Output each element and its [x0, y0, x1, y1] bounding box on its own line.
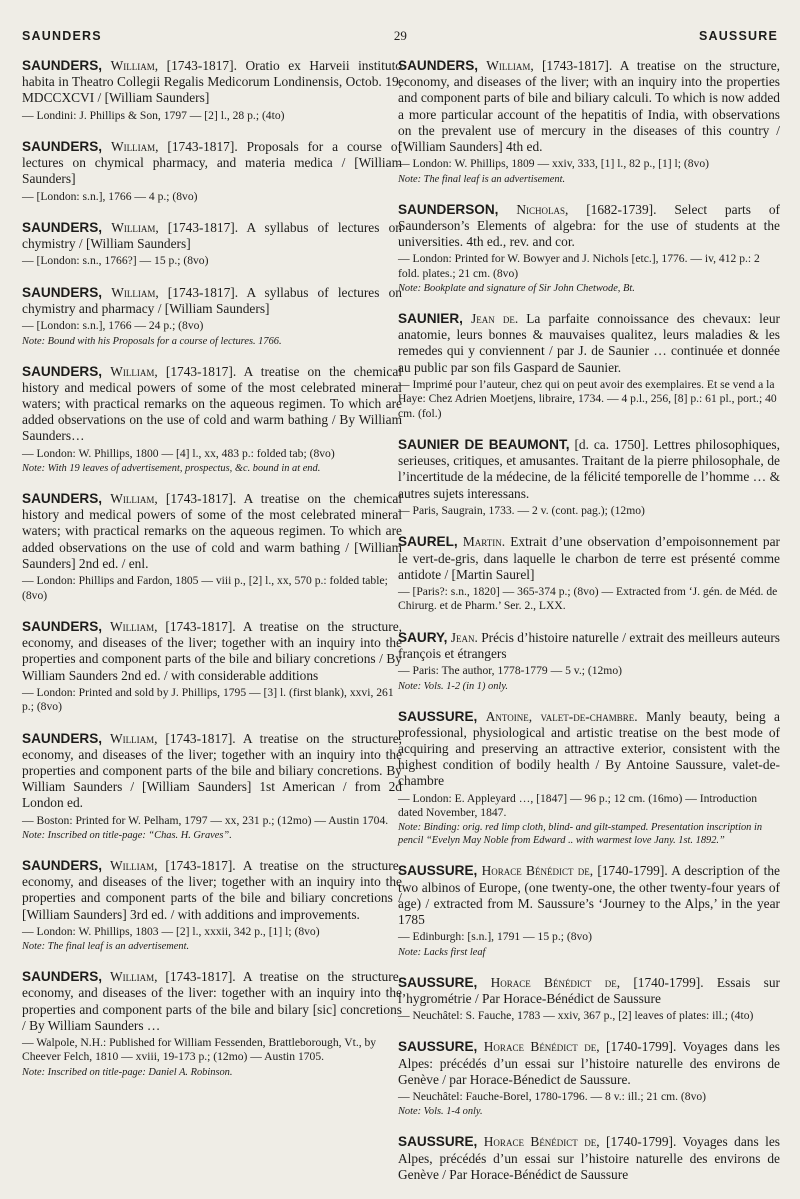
entry-forename: Jean.: [450, 629, 478, 645]
entry-heading: [398, 202, 780, 251]
entry-imprint: — London: W. Phillips, 1800 — [4] l., xx, 483 p.: folded tab; (8vo): [22, 446, 335, 460]
entry-dates: [1743-1817].: [167, 284, 239, 300]
entry-heading: [398, 58, 780, 155]
entry-surname: SAUNIER DE BEAUMONT,: [398, 437, 570, 453]
entry-imprint: — [London: s.n.], 1766 — 4 p.; (8vo): [22, 189, 198, 203]
entry-title: Voyages dans les Alpes, précédés d’un essai sur l’histoire naturelle des environs de Genève / Par Horace-Bénédict de Saussure: [398, 1134, 780, 1182]
entry-heading: [22, 491, 402, 572]
right-column: [398, 58, 780, 1199]
entry-imprint: — Edinburgh: [s.n.], 1791 — 15 p.; (8vo): [398, 930, 592, 944]
entry-imprint: — London: W. Phillips, 1803 — [2] l., xxxii, 342 p., [1] l; (8vo): [22, 924, 320, 938]
entry-forename: Horace Bénédict de,: [483, 1039, 600, 1055]
entry-note: Note: Binding: orig. red limp cloth, blind- and gilt-stamped. Presentation inscription in pencil “Evelyn May Noble from Edward .. with warmest love Jany. 1st. 1892.”: [398, 822, 763, 847]
entry-title: Lettres philosophiques, serieuses, critiques, et amusantes. Traitant de la pierre philosophale, de l’incertitude de la médecine, de la félicité temporelle de l’homme … & autres sujets interessans.: [398, 437, 780, 501]
entry-title: Extrait d’une observation d’empoisonnement par le vert-de-gris, dans laquelle le charbon de terre est présenté comme antidote / [Martin Saurel]: [398, 534, 781, 582]
entry-imprint: — Imprimé pour l’auteur, chez qui on peut avoir des exemplaires. Et se vend a la Haye: Chez Adrien Moetjens, libraire, 1734. — 4 p.l., 256, [8] p.: 61 pl., port.; 40 cm. (fol.): [398, 377, 777, 420]
entry-dates: [1743-1817].: [167, 139, 238, 155]
entry-dates: [1743-1817].: [165, 857, 236, 873]
entry-note: Note: The final leaf is an advertisement.: [22, 941, 190, 953]
entry-forename: Jean de.: [471, 311, 519, 327]
entry-forename: Horace Bénédict de,: [483, 1134, 600, 1150]
entry-heading: [22, 220, 402, 252]
entry-title: A syllabus of lectures on chymistry and pharmacy / [William Saunders]: [22, 284, 402, 317]
catalog-entry: [398, 58, 780, 186]
catalog-entry: [398, 975, 780, 1024]
entry-forename: William,: [109, 969, 158, 985]
entry-imprint: — [Paris?: s.n., 1820] — 365-374 p.; (8vo) — Extracted from ‘J. gén. de Méd. de Chirurg. et de Pharm.’ Ser. 2., LXX.: [398, 584, 778, 613]
entry-forename: Antoine, valet-de-chambre.: [485, 708, 638, 724]
catalog-entry: [22, 491, 402, 603]
entry-title: Essais sur l’hygrométrie / Par Horace-Bénédict de Saussure: [398, 974, 780, 1006]
entry-forename: William,: [486, 58, 534, 73]
entry-heading: [22, 285, 402, 317]
entry-dates: [1743-1817].: [165, 491, 237, 507]
entry-title: Proposals for a course of lectures on chymical pharmacy, and materia medica / [William Saunders]: [22, 139, 402, 187]
catalog-entry: [22, 858, 402, 953]
entry-forename: Martin.: [462, 534, 506, 550]
entry-surname: SAUNDERS,: [22, 363, 103, 379]
entry-surname: SAUSSURE,: [398, 974, 478, 990]
entry-surname: SAUNDERS,: [398, 58, 479, 73]
entry-imprint: — Neuchâtel: S. Fauche, 1783 — xxiv, 367 p., [2] leaves of plates: ill.; (4to): [398, 1008, 754, 1022]
entry-imprint: — Neuchâtel: Fauche-Borel, 1780-1796. — 8 v.: ill.; 21 cm. (8vo): [398, 1090, 707, 1103]
entry-forename: William,: [109, 618, 158, 634]
entry-surname: SAUNDERSON,: [398, 201, 499, 217]
entry-forename: Horace Bénédict de,: [490, 974, 621, 990]
entry-title: La parfaite connoissance des chevaux: leur anatomie, leurs bonnes & mauvaises qualitez, leurs maladies & les remedes qui y conviennent / par J. de Saunier … continuée et donnée au public par son fils Gaspard de Saunier.: [398, 311, 780, 375]
entry-heading: [398, 1039, 780, 1088]
entry-title: A treatise on the chemical history and medical powers of some of the most celebrated mineral waters; with practical remarks on the aqueous regimen. To which are added observations on the use of cold and warm bathing / [William Saunders] 2nd ed. / enl.: [22, 491, 402, 571]
entry-heading: [398, 709, 780, 790]
entry-heading: [398, 534, 780, 583]
entry-imprint: — Paris: The author, 1778-1779 — 5 v.; (12mo): [398, 664, 622, 678]
entry-imprint: — [London: s.n.], 1766 — 24 p.; (8vo): [22, 319, 204, 333]
entry-surname: SAUNIER,: [398, 311, 463, 327]
entry-title: A syllabus of lectures on chymistry / [William Saunders]: [22, 220, 402, 252]
entry-note: Note: Inscribed on title-page: Daniel A. Robinson.: [22, 1066, 233, 1078]
entry-surname: SAUNDERS,: [22, 618, 103, 634]
entry-title: A treatise on the structure, economy, and diseases of the liver; together with an inquiry into the properties and component parts of the bile and biliary concretions / By William Saunders 2nd ed. / with considerable additions: [22, 618, 402, 683]
entry-surname: SAUNDERS,: [22, 730, 103, 746]
catalog-entry: [398, 1039, 780, 1118]
entry-forename: William,: [110, 363, 158, 379]
entry-heading: [22, 731, 402, 812]
entry-title: Voyages dans les Alpes: précédés d’un essai sur l’histoire naturelle des environs de Genève / par Horace-Bénedict de Saussure.: [398, 1039, 780, 1087]
entry-title: Précis d’histoire naturelle / extrait des meilleurs auteurs françois et étrangers: [398, 629, 780, 661]
entry-dates: [1743-1817].: [167, 220, 239, 236]
entry-surname: SAUSSURE,: [398, 863, 478, 879]
catalog-entry: [398, 863, 780, 958]
entry-dates: [1682-1739].: [586, 201, 657, 217]
entry-surname: SAUNDERS,: [22, 58, 103, 73]
entry-title: Manly beauty, being a professional, physiological and artistic treatise on the best mode of acquiring and preserving an attractive exterior, consistent with the highest condition of bodily health / By Antoine Saussure, valet-de-chambre: [398, 708, 781, 789]
catalog-entry: [398, 709, 780, 848]
entry-dates: [1743-1817].: [165, 730, 236, 746]
entry-imprint: — Londini: J. Phillips & Son, 1797 — [2] l., 28 p.; (4to): [22, 108, 285, 122]
catalog-entry: [398, 437, 780, 518]
entry-heading: [22, 619, 402, 684]
catalog-entry: [398, 630, 780, 693]
entry-heading: [22, 139, 402, 188]
entry-dates: [1743-1817].: [165, 618, 236, 634]
entry-imprint: — Paris, Saugrain, 1733. — 2 v. (cont. pag.); (12mo): [398, 503, 645, 517]
entry-forename: William,: [109, 730, 158, 746]
entry-note: Note: Bookplate and signature of Sir John Chetwode, Bt.: [398, 283, 635, 295]
entry-imprint: — Boston: Printed for W. Pelham, 1797 — xx, 231 p.; (12mo) — Austin 1704.: [22, 813, 389, 827]
entry-title: A treatise on the structure, economy, and diseases of the liver; with an inquiry into the properties and component parts of bile and biliary calculi. To which is now added a more particular account of the hepatitis of India, with observations on the prevalent use of mercury in the diseases of this country / [William Saunders] 4th ed.: [398, 58, 780, 155]
entry-dates: [1743-1817].: [166, 58, 237, 73]
entry-heading: [22, 364, 402, 445]
catalog-entry: [398, 1134, 780, 1183]
entry-dates: [1740-1799].: [606, 1134, 677, 1150]
entry-note: Note: Bound with his Proposals for a course of lectures. 1766.: [22, 335, 282, 347]
catalog-entry: [22, 220, 402, 269]
entry-imprint: — London: E. Appleyard …, [1847] — 96 p.; 12 cm. (16mo) — Introduction dated November, 1847.: [398, 791, 758, 819]
entry-forename: William,: [111, 284, 159, 300]
entry-dates: [1743-1817].: [541, 58, 613, 73]
entry-heading: [398, 311, 780, 376]
entry-title: A description of the two albinos of Europe, (one twenty-one, the other twenty-four years of age) / extracted from M. Saussure’s ‘Journey to the Alps,’ in the year 1785: [398, 863, 780, 927]
entry-title: Oratio ex Harveii instituto habita in Theatro Collegii Regalis Medicorum Londinensis, Octob. 19, MDCCXCVI / [William Saunders]: [22, 58, 402, 106]
entry-dates: [1743-1817].: [165, 969, 236, 985]
entry-heading: [398, 863, 780, 928]
entry-surname: SAUNDERS,: [22, 220, 103, 236]
entry-title: Select parts of Saunderson’s Elements of algebra: for the use of students at the universities. 4th ed., rev. and cor.: [398, 201, 780, 250]
entry-forename: William,: [110, 491, 158, 507]
entry-title: A treatise on the chemical history and medical powers of some of the most celebrated mineral waters; with practical remarks on the aqueous regimen. To which are added observations on the use of cold and warm bathing / By William Saunders…: [22, 363, 402, 444]
catalog-entry: [398, 534, 780, 613]
entry-heading: [22, 969, 402, 1034]
entry-forename: William,: [110, 139, 159, 155]
catalog-entry: [398, 311, 780, 421]
catalog-entry: [22, 285, 402, 348]
header-right-term: SAUSSURE: [698, 29, 778, 43]
entry-surname: SAUSSURE,: [398, 1134, 478, 1150]
entry-note: Note: Lacks first leaf: [398, 946, 486, 958]
entry-imprint: — London: W. Phillips, 1809 — xxiv, 333, [1] l., 82 p., [1] l; (8vo): [398, 157, 709, 171]
entry-forename: Horace Bénédict de,: [481, 863, 594, 879]
entry-surname: SAUNDERS,: [22, 491, 103, 507]
catalog-entry: [22, 58, 402, 123]
entry-heading: [22, 58, 402, 107]
entry-surname: SAUNDERS,: [22, 969, 103, 985]
entry-dates: [1740-1799].: [606, 1039, 677, 1055]
catalog-entry: [22, 731, 402, 842]
catalog-entry: [22, 969, 402, 1079]
entry-forename: Nicholas,: [516, 201, 569, 217]
entry-imprint: — [London: s.n., 1766?] — 15 p.; (8vo): [22, 254, 209, 268]
entry-surname: SAUREL,: [398, 534, 458, 550]
entry-heading: [398, 975, 780, 1007]
entry-forename: William,: [110, 58, 159, 73]
running-header: [22, 28, 778, 52]
entry-forename: William,: [111, 220, 159, 236]
catalog-entry: [398, 202, 780, 295]
entry-heading: [398, 437, 780, 502]
entry-heading: [22, 858, 402, 923]
entry-title: A treatise on the structure, economy, and diseases of the liver; together with an inquiry into the properties and component parts of the bile and biliary concretions. By William Saunders / [William Saunders] 1st American / from 2d London ed.: [22, 730, 402, 811]
entry-note: Note: The final leaf is an advertisement.: [398, 173, 566, 185]
entry-title: A treatise on the structure, economy, and diseases of the liver; together with an inquiry into the properties and component parts of the bile and biliary concretions / [William Saunders] 3rd ed. / with additions and improvements.: [22, 857, 402, 922]
header-left-term: SAUNDERS: [22, 29, 102, 43]
entry-note: Note: With 19 leaves of advertisement, prospectus, &c. bound in at end.: [22, 463, 321, 475]
entry-imprint: — Walpole, N.H.: Published for William Fessenden, Brattleborough, Vt., by Cheever Felch, 1810 — xviii, 19-173 p.; (12mo) — Austin 1705.: [22, 1035, 377, 1064]
entry-note: Note: Vols. 1-4 only.: [398, 1106, 483, 1118]
entry-surname: SAUNDERS,: [22, 139, 103, 155]
entry-surname: SAUNDERS,: [22, 857, 103, 873]
entry-title: A treatise on the structure, economy, and diseases of the liver: together with an inquiry into the properties and component parts of the bile and bilary [sic] concretions / By William Saunders …: [22, 969, 402, 1033]
entry-surname: SAUSSURE,: [398, 1039, 478, 1055]
entry-surname: SAURY,: [398, 629, 448, 645]
left-column: [22, 58, 402, 1095]
entry-note: Note: Vols. 1-2 (in 1) only.: [398, 680, 508, 692]
entry-imprint: — London: Phillips and Fardon, 1805 — viii p., [2] l., xx, 570 p.: folded table; (8vo): [22, 574, 388, 602]
entry-heading: [398, 1134, 780, 1183]
entry-dates: [d. ca. 1750].: [574, 437, 649, 453]
entry-surname: SAUSSURE,: [398, 708, 478, 724]
page-number: 29: [393, 28, 407, 43]
entry-surname: SAUNDERS,: [22, 284, 103, 300]
catalog-entry: [22, 139, 402, 204]
entry-dates: [1740-1799].: [597, 863, 668, 879]
catalog-entry: [22, 619, 402, 715]
entry-forename: William,: [109, 857, 158, 873]
catalog-entry: [22, 364, 402, 475]
entry-note: Note: Inscribed on title-page: “Chas. H. Graves”.: [22, 829, 232, 841]
entry-heading: [398, 630, 780, 662]
entry-dates: [1743-1817].: [165, 363, 237, 379]
entry-dates: [1740-1799].: [633, 974, 704, 990]
entry-imprint: — London: Printed and sold by J. Phillips, 1795 — [3] l. (first blank), xxvi, 261 p.; (8vo): [22, 685, 394, 714]
entry-imprint: — London: Printed for W. Bowyer and J. Nichols [etc.], 1776. — iv, 412 p.: 2 fold. plates.; 21 cm. (8vo): [398, 252, 760, 280]
